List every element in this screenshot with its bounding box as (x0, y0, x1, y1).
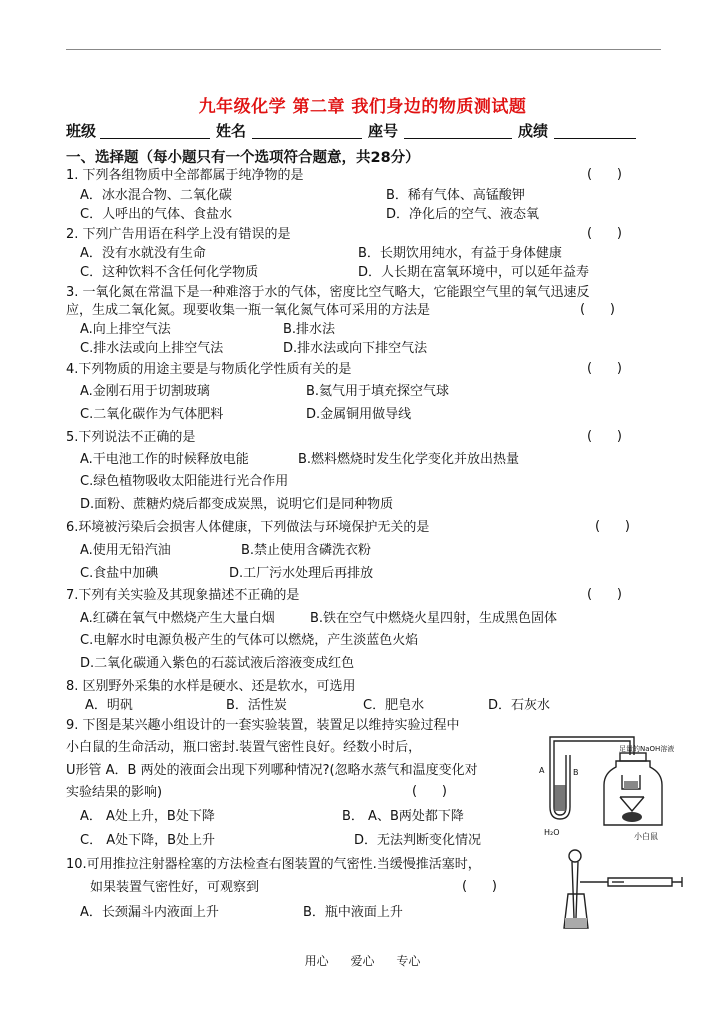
naoh-solution (624, 781, 638, 789)
seat-blank (404, 138, 512, 139)
question-9-stem-line2: 小白鼠的生命活动，瓶口密封.装置气密性良好。经数小时后， (66, 740, 422, 755)
answer-paren: ( ) (595, 519, 630, 534)
name-label: 姓名 (216, 122, 247, 140)
question-6-stem: 6.环境被污染后会损害人体健康，下列做法与环境保护无关的是 (66, 520, 430, 535)
option-c: C.绿色植物吸收太阳能进行光合作用 (80, 474, 289, 489)
answer-paren: ( ) (587, 361, 622, 376)
option-b: B.燃料燃烧时发生化学变化并放出热量 (298, 452, 520, 467)
option-a: A.使用无铅汽油 (80, 543, 171, 558)
option-d: D.二氧化碳通入紫色的石蕊试液后溶液变成红色 (80, 656, 355, 671)
option-a: A.向上排空气法 (80, 322, 171, 337)
answer-paren: ( ) (462, 879, 497, 894)
option-a: A．明矾 (85, 698, 133, 713)
question-9-stem-line4: 实验结果的影响) (66, 785, 163, 800)
option-b: B．瓶中液面上升 (303, 905, 403, 920)
name-blank (252, 138, 362, 139)
option-c: C.排水法或向上排空气法 (80, 341, 224, 356)
header-rule (66, 49, 661, 50)
question-7-stem: 7.下列有关实验及其现象描述不正确的是 (66, 588, 300, 603)
question-2-stem: 2. 下列广告用语在科学上没有错误的是 (66, 227, 291, 242)
option-b: B．长期饮用纯水，有益于身体健康 (358, 246, 562, 261)
question-10-stem-line2: 如果装置气密性好，可观察到 (90, 880, 260, 895)
footer (0, 952, 725, 969)
option-d: D．无法判断变化情况 (354, 833, 482, 848)
label-b: B (573, 768, 579, 777)
class-blank (100, 138, 210, 139)
question-3-stem-line1: 3. 一氧化氮在常温下是一种难溶于水的气体，密度比空气略大，它能跟空气里的氧气迅速反 (66, 285, 590, 300)
answer-paren: ( ) (580, 302, 615, 317)
option-d: D.金属铜用做导线 (306, 407, 412, 422)
u-tube-liquid (555, 785, 566, 811)
question-3-stem-line2: 应，生成二氧化氮。现要收集一瓶一氧化氮气体可采用的方法是 (66, 303, 431, 318)
section-heading: 一、选择题（每小题只有一个选项符合题意，共28分） (66, 150, 420, 166)
naoh-label: 足量的NaOH溶液 (619, 745, 675, 753)
option-c: C．肥皂水 (363, 698, 425, 713)
option-b: B．稀有气体、高锰酸钾 (386, 188, 525, 203)
option-c: C.电解水时电源负极产生的气体可以燃烧，产生淡蓝色火焰 (80, 633, 419, 648)
water-label: H₂O (544, 828, 560, 837)
option-d: D.工厂污水处理后再排放 (229, 566, 374, 581)
page-title: 九年级化学 第二章 我们身边的物质测试题 (198, 97, 527, 117)
mouse-label: 小白鼠 (634, 832, 658, 841)
seat-label: 座号 (368, 122, 399, 140)
answer-paren: ( ) (412, 784, 447, 799)
option-c: C.食盐中加碘 (80, 566, 159, 581)
option-d: D.面粉、蔗糖灼烧后都变成炭黑，说明它们是同种物质 (80, 497, 394, 512)
option-c: C． A处下降，B处上升 (80, 833, 216, 848)
option-a: A．没有水就没有生命 (80, 246, 206, 261)
option-a: A.干电池工作的时候释放电能 (80, 452, 249, 467)
option-d: D．净化后的空气、液态氧 (386, 207, 540, 222)
option-d: D.排水法或向下排空气法 (283, 341, 428, 356)
footer-text-2: 爱心 (350, 954, 375, 968)
option-b: B.铁在空气中燃烧火星四射，生成黑色固体 (310, 611, 558, 626)
option-b: B.排水法 (283, 322, 336, 337)
option-a: A.红磷在氧气中燃烧产生大量白烟 (80, 611, 275, 626)
option-b: B.禁止使用含磷洗衣粉 (241, 543, 372, 558)
question-9-stem-line3: U形管 A．B 两处的液面会出现下列哪种情况?(忽略水蒸气和温度变化对 (66, 763, 478, 778)
option-a: A．冰水混合物、二氧化碳 (80, 188, 232, 203)
question-5-stem: 5.下列说法不正确的是 (66, 430, 196, 445)
syringe-flask-figure (548, 848, 688, 940)
option-b: B．活性炭 (226, 698, 287, 713)
answer-paren: ( ) (587, 587, 622, 602)
answer-paren: ( ) (587, 226, 622, 241)
option-a: A．长颈漏斗内液面上升 (80, 905, 219, 920)
option-d: D．人长期在富氧环境中，可以延年益寿 (358, 265, 590, 280)
option-c: C．这种饮料不含任何化学物质 (80, 265, 259, 280)
option-c: C．人呼出的气体、食盐水 (80, 207, 233, 222)
option-c: C.二氧化碳作为气体肥料 (80, 407, 224, 422)
option-d: D．石灰水 (488, 698, 551, 713)
option-b: B． A、B两处都下降 (342, 809, 464, 824)
question-9-stem-line1: 9. 下图是某兴趣小组设计的一套实验装置，装置足以维持实验过程中 (66, 718, 460, 733)
mouse-shape (622, 812, 642, 822)
answer-paren: ( ) (587, 167, 622, 182)
option-a: A.金刚石用于切割玻璃 (80, 384, 210, 399)
flask-liquid (565, 918, 587, 928)
question-8-stem: 8. 区别野外采集的水样是硬水、还是软水，可选用 (66, 679, 356, 694)
footer-text-1: 用心 (304, 954, 329, 968)
answer-paren: ( ) (587, 429, 622, 444)
footer-text-3: 专心 (396, 954, 421, 968)
option-a: A． A处上升，B处下降 (80, 809, 215, 824)
score-blank (554, 138, 636, 139)
question-4-stem: 4.下列物质的用途主要是与物质化学性质有关的是 (66, 362, 352, 377)
score-label: 成绩 (518, 122, 549, 140)
student-info-row (66, 120, 636, 142)
question-10-stem-line1: 10.可用推拉注射器栓塞的方法检查右图装置的气密性.当缓慢推活塞时， (66, 857, 481, 872)
mouse-apparatus-figure (536, 725, 676, 845)
class-label: 班级 (66, 122, 97, 140)
label-a: A (539, 766, 545, 775)
option-b: B.氦气用于填充探空气球 (306, 384, 450, 399)
question-1-stem: 1. 下列各组物质中全部都属于纯净物的是 (66, 168, 304, 183)
